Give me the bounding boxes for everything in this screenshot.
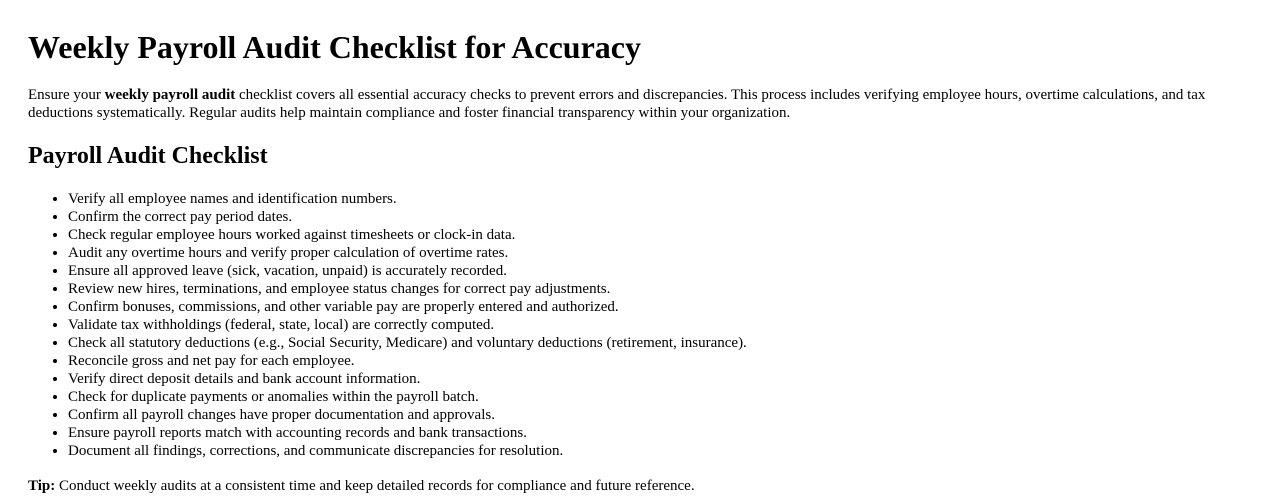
checklist-item: • Verify direct deposit details and bank account information. bbox=[68, 370, 1250, 388]
checklist-item: • Ensure all approved leave (sick, vacation, unpaid) is accurately recorded. bbox=[68, 262, 1250, 280]
checklist-item: • Audit any overtime hours and verify proper calculation of overtime rates. bbox=[68, 244, 1250, 262]
tip-label: Tip: bbox=[28, 478, 56, 494]
intro-suffix: checklist covers all essential accuracy checks to prevent errors and discrepancies. This process includes verifying employee hours, overtime calculations, and tax deductions systematically. Regular audits help maintain compliance and foster financial transparency within your organization. bbox=[28, 87, 1206, 121]
checklist-item: • Confirm bonuses, commissions, and other variable pay are properly entered and authorized. bbox=[68, 298, 1250, 316]
checklist-list bbox=[28, 190, 1250, 460]
checklist-item: • Verify all employee names and identification numbers. bbox=[68, 190, 1250, 208]
checklist-item: • Confirm all payroll changes have proper documentation and approvals. bbox=[68, 406, 1250, 424]
checklist-item: • Review new hires, terminations, and employee status changes for correct pay adjustments. bbox=[68, 280, 1250, 298]
checklist-item: • Check regular employee hours worked against timesheets or clock-in data. bbox=[68, 226, 1250, 244]
checklist-item: • Reconcile gross and net pay for each employee. bbox=[68, 352, 1250, 370]
checklist-item: • Confirm the correct pay period dates. bbox=[68, 208, 1250, 226]
intro-bold-keyword: weekly payroll audit bbox=[104, 87, 236, 103]
intro-paragraph bbox=[28, 86, 1250, 122]
page-title: Weekly Payroll Audit Checklist for Accuracy bbox=[28, 29, 641, 65]
checklist-item: • Validate tax withholdings (federal, state, local) are correctly computed. bbox=[68, 316, 1250, 334]
checklist-item: • Document all findings, corrections, and communicate discrepancies for resolution. bbox=[68, 442, 1250, 460]
tip-paragraph bbox=[28, 477, 1250, 495]
tip-text: Conduct weekly audits at a consistent time and keep detailed records for compliance and future reference. bbox=[55, 478, 695, 494]
checklist-heading: Payroll Audit Checklist bbox=[28, 143, 268, 169]
checklist-item: • Check all statutory deductions (e.g., Social Security, Medicare) and voluntary deductions (retirement, insurance). bbox=[68, 334, 1250, 352]
intro-prefix: Ensure your bbox=[28, 87, 105, 103]
checklist-item: • Ensure payroll reports match with accounting records and bank transactions. bbox=[68, 424, 1250, 442]
checklist-item: • Check for duplicate payments or anomalies within the payroll batch. bbox=[68, 388, 1250, 406]
